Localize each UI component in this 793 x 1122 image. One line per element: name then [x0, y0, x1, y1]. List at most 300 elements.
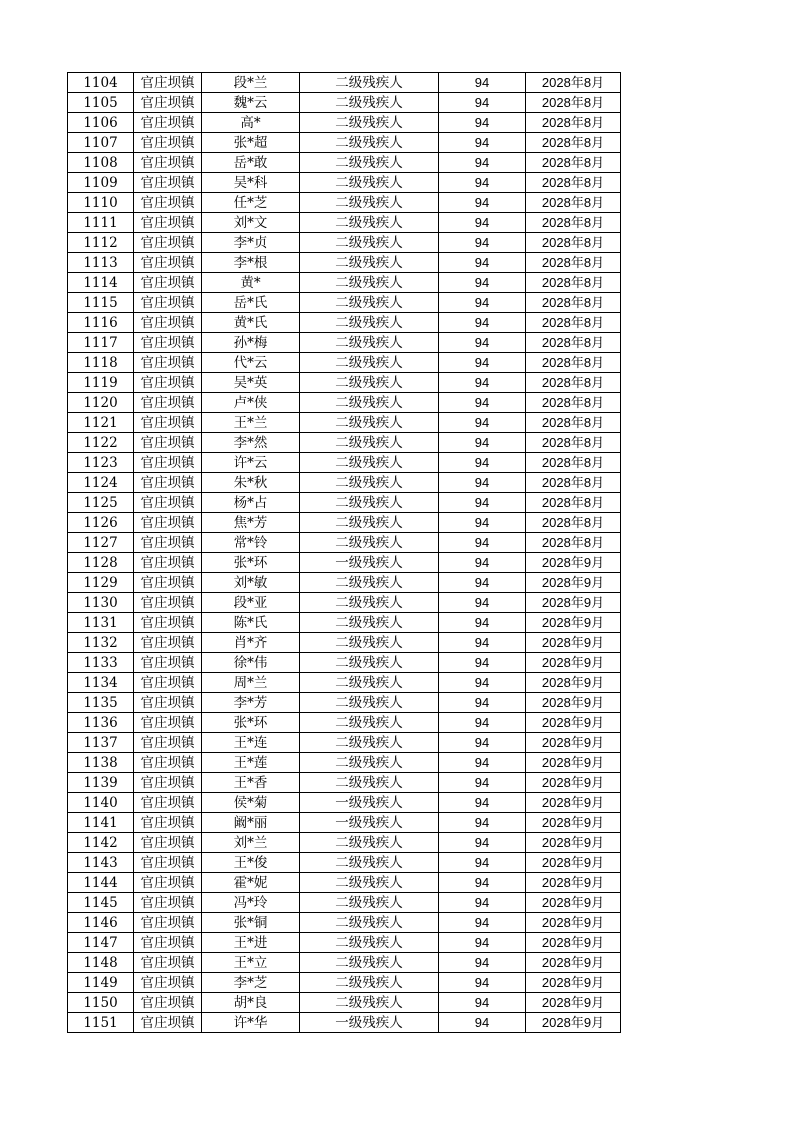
date-cell: 2028年8月	[526, 193, 621, 213]
amount-cell: 94	[439, 633, 526, 653]
row-number-cell: 1131	[68, 613, 134, 633]
town-cell: 官庄坝镇	[134, 473, 202, 493]
disability-level-cell: 二级残疾人	[300, 393, 439, 413]
person-name-cell: 王*香	[202, 773, 300, 793]
amount-cell: 94	[439, 513, 526, 533]
disability-level-cell: 二级残疾人	[300, 853, 439, 873]
table-row	[68, 213, 621, 233]
disability-level-cell: 二级残疾人	[300, 173, 439, 193]
town-cell: 官庄坝镇	[134, 133, 202, 153]
date-cell: 2028年9月	[526, 1013, 621, 1033]
disability-level-cell: 二级残疾人	[300, 773, 439, 793]
amount-cell: 94	[439, 713, 526, 733]
date-cell: 2028年9月	[526, 553, 621, 573]
date-cell: 2028年8月	[526, 273, 621, 293]
town-cell: 官庄坝镇	[134, 593, 202, 613]
person-name-cell: 李*根	[202, 253, 300, 273]
table-row	[68, 713, 621, 733]
amount-cell: 94	[439, 833, 526, 853]
date-cell: 2028年9月	[526, 853, 621, 873]
person-name-cell: 魏*云	[202, 93, 300, 113]
amount-cell: 94	[439, 273, 526, 293]
table-row	[68, 893, 621, 913]
town-cell: 官庄坝镇	[134, 733, 202, 753]
row-number-cell: 1127	[68, 533, 134, 553]
row-number-cell: 1146	[68, 913, 134, 933]
town-cell: 官庄坝镇	[134, 753, 202, 773]
town-cell: 官庄坝镇	[134, 973, 202, 993]
amount-cell: 94	[439, 733, 526, 753]
row-number-cell: 1106	[68, 113, 134, 133]
date-cell: 2028年8月	[526, 213, 621, 233]
disability-level-cell: 二级残疾人	[300, 313, 439, 333]
table-row	[68, 413, 621, 433]
amount-cell: 94	[439, 953, 526, 973]
amount-cell: 94	[439, 93, 526, 113]
town-cell: 官庄坝镇	[134, 453, 202, 473]
row-number-cell: 1142	[68, 833, 134, 853]
amount-cell: 94	[439, 933, 526, 953]
town-cell: 官庄坝镇	[134, 233, 202, 253]
person-name-cell: 高*	[202, 113, 300, 133]
date-cell: 2028年9月	[526, 613, 621, 633]
amount-cell: 94	[439, 133, 526, 153]
amount-cell: 94	[439, 213, 526, 233]
amount-cell: 94	[439, 673, 526, 693]
disability-level-cell: 二级残疾人	[300, 573, 439, 593]
amount-cell: 94	[439, 753, 526, 773]
disability-level-cell: 二级残疾人	[300, 433, 439, 453]
table-row	[68, 953, 621, 973]
disability-level-cell: 一级残疾人	[300, 1013, 439, 1033]
person-name-cell: 王*兰	[202, 413, 300, 433]
town-cell: 官庄坝镇	[134, 893, 202, 913]
table-row	[68, 673, 621, 693]
table-row	[68, 993, 621, 1013]
date-cell: 2028年9月	[526, 993, 621, 1013]
row-number-cell: 1140	[68, 793, 134, 813]
disability-level-cell: 二级残疾人	[300, 873, 439, 893]
table-row	[68, 433, 621, 453]
row-number-cell: 1135	[68, 693, 134, 713]
date-cell: 2028年8月	[526, 253, 621, 273]
disability-level-cell: 二级残疾人	[300, 233, 439, 253]
disability-level-cell: 二级残疾人	[300, 213, 439, 233]
amount-cell: 94	[439, 533, 526, 553]
row-number-cell: 1133	[68, 653, 134, 673]
table-row	[68, 273, 621, 293]
table-row	[68, 973, 621, 993]
date-cell: 2028年9月	[526, 693, 621, 713]
date-cell: 2028年9月	[526, 873, 621, 893]
date-cell: 2028年9月	[526, 813, 621, 833]
town-cell: 官庄坝镇	[134, 333, 202, 353]
disability-level-cell: 二级残疾人	[300, 893, 439, 913]
date-cell: 2028年8月	[526, 433, 621, 453]
row-number-cell: 1113	[68, 253, 134, 273]
table-row	[68, 653, 621, 673]
disability-level-cell: 一级残疾人	[300, 793, 439, 813]
table-row	[68, 313, 621, 333]
row-number-cell: 1110	[68, 193, 134, 213]
person-name-cell: 张*环	[202, 713, 300, 733]
table-body	[68, 73, 621, 1033]
table-row	[68, 913, 621, 933]
row-number-cell: 1151	[68, 1013, 134, 1033]
date-cell: 2028年8月	[526, 393, 621, 413]
row-number-cell: 1121	[68, 413, 134, 433]
table-row	[68, 773, 621, 793]
amount-cell: 94	[439, 173, 526, 193]
row-number-cell: 1138	[68, 753, 134, 773]
disability-level-cell: 二级残疾人	[300, 933, 439, 953]
row-number-cell: 1136	[68, 713, 134, 733]
disability-level-cell: 二级残疾人	[300, 993, 439, 1013]
person-name-cell: 冯*玲	[202, 893, 300, 913]
town-cell: 官庄坝镇	[134, 613, 202, 633]
row-number-cell: 1122	[68, 433, 134, 453]
date-cell: 2028年8月	[526, 333, 621, 353]
table-row	[68, 873, 621, 893]
table-row	[68, 73, 621, 93]
table-row	[68, 853, 621, 873]
disability-level-cell: 二级残疾人	[300, 453, 439, 473]
row-number-cell: 1144	[68, 873, 134, 893]
disability-level-cell: 二级残疾人	[300, 593, 439, 613]
town-cell: 官庄坝镇	[134, 573, 202, 593]
person-name-cell: 黄*氏	[202, 313, 300, 333]
row-number-cell: 1129	[68, 573, 134, 593]
town-cell: 官庄坝镇	[134, 253, 202, 273]
table-row	[68, 93, 621, 113]
table-row	[68, 133, 621, 153]
table-row	[68, 733, 621, 753]
table-row	[68, 353, 621, 373]
row-number-cell: 1139	[68, 773, 134, 793]
person-name-cell: 王*连	[202, 733, 300, 753]
person-name-cell: 孙*梅	[202, 333, 300, 353]
person-name-cell: 李*芳	[202, 693, 300, 713]
person-name-cell: 岳*氏	[202, 293, 300, 313]
town-cell: 官庄坝镇	[134, 813, 202, 833]
disability-level-cell: 二级残疾人	[300, 373, 439, 393]
table-row	[68, 253, 621, 273]
person-name-cell: 李*然	[202, 433, 300, 453]
person-name-cell: 张*超	[202, 133, 300, 153]
table-row	[68, 493, 621, 513]
town-cell: 官庄坝镇	[134, 773, 202, 793]
amount-cell: 94	[439, 613, 526, 633]
date-cell: 2028年8月	[526, 473, 621, 493]
town-cell: 官庄坝镇	[134, 653, 202, 673]
table-row	[68, 393, 621, 413]
date-cell: 2028年8月	[526, 73, 621, 93]
row-number-cell: 1124	[68, 473, 134, 493]
town-cell: 官庄坝镇	[134, 513, 202, 533]
amount-cell: 94	[439, 433, 526, 453]
amount-cell: 94	[439, 653, 526, 673]
date-cell: 2028年8月	[526, 93, 621, 113]
amount-cell: 94	[439, 293, 526, 313]
amount-cell: 94	[439, 193, 526, 213]
amount-cell: 94	[439, 893, 526, 913]
person-name-cell: 王*俊	[202, 853, 300, 873]
date-cell: 2028年8月	[526, 413, 621, 433]
row-number-cell: 1130	[68, 593, 134, 613]
town-cell: 官庄坝镇	[134, 853, 202, 873]
amount-cell: 94	[439, 313, 526, 333]
person-name-cell: 段*兰	[202, 73, 300, 93]
date-cell: 2028年9月	[526, 593, 621, 613]
date-cell: 2028年9月	[526, 573, 621, 593]
disability-level-cell: 二级残疾人	[300, 73, 439, 93]
table-row	[68, 233, 621, 253]
disability-level-cell: 二级残疾人	[300, 253, 439, 273]
row-number-cell: 1120	[68, 393, 134, 413]
row-number-cell: 1132	[68, 633, 134, 653]
person-name-cell: 许*云	[202, 453, 300, 473]
table-row	[68, 473, 621, 493]
town-cell: 官庄坝镇	[134, 113, 202, 133]
date-cell: 2028年9月	[526, 753, 621, 773]
amount-cell: 94	[439, 233, 526, 253]
disability-level-cell: 二级残疾人	[300, 473, 439, 493]
date-cell: 2028年8月	[526, 493, 621, 513]
person-name-cell: 段*亚	[202, 593, 300, 613]
date-cell: 2028年9月	[526, 733, 621, 753]
table-row	[68, 613, 621, 633]
person-name-cell: 岳*敢	[202, 153, 300, 173]
subsidy-table	[67, 72, 621, 1033]
row-number-cell: 1123	[68, 453, 134, 473]
amount-cell: 94	[439, 793, 526, 813]
table-row	[68, 453, 621, 473]
row-number-cell: 1149	[68, 973, 134, 993]
amount-cell: 94	[439, 333, 526, 353]
town-cell: 官庄坝镇	[134, 373, 202, 393]
person-name-cell: 刘*兰	[202, 833, 300, 853]
disability-level-cell: 二级残疾人	[300, 753, 439, 773]
town-cell: 官庄坝镇	[134, 633, 202, 653]
table-row	[68, 373, 621, 393]
town-cell: 官庄坝镇	[134, 933, 202, 953]
disability-level-cell: 二级残疾人	[300, 493, 439, 513]
date-cell: 2028年9月	[526, 893, 621, 913]
table-row	[68, 553, 621, 573]
town-cell: 官庄坝镇	[134, 873, 202, 893]
row-number-cell: 1145	[68, 893, 134, 913]
row-number-cell: 1141	[68, 813, 134, 833]
table-row	[68, 793, 621, 813]
town-cell: 官庄坝镇	[134, 73, 202, 93]
person-name-cell: 王*立	[202, 953, 300, 973]
amount-cell: 94	[439, 973, 526, 993]
table-row	[68, 173, 621, 193]
amount-cell: 94	[439, 373, 526, 393]
table-row	[68, 933, 621, 953]
row-number-cell: 1125	[68, 493, 134, 513]
person-name-cell: 肖*齐	[202, 633, 300, 653]
table-row	[68, 633, 621, 653]
row-number-cell: 1126	[68, 513, 134, 533]
town-cell: 官庄坝镇	[134, 953, 202, 973]
table-row	[68, 573, 621, 593]
table-row	[68, 593, 621, 613]
amount-cell: 94	[439, 813, 526, 833]
disability-level-cell: 二级残疾人	[300, 973, 439, 993]
person-name-cell: 李*贞	[202, 233, 300, 253]
amount-cell: 94	[439, 593, 526, 613]
person-name-cell: 焦*芳	[202, 513, 300, 533]
person-name-cell: 周*兰	[202, 673, 300, 693]
person-name-cell: 吴*英	[202, 373, 300, 393]
person-name-cell: 徐*伟	[202, 653, 300, 673]
date-cell: 2028年8月	[526, 233, 621, 253]
town-cell: 官庄坝镇	[134, 713, 202, 733]
disability-level-cell: 二级残疾人	[300, 713, 439, 733]
disability-level-cell: 二级残疾人	[300, 333, 439, 353]
table-row	[68, 193, 621, 213]
row-number-cell: 1114	[68, 273, 134, 293]
person-name-cell: 黄*	[202, 273, 300, 293]
date-cell: 2028年8月	[526, 353, 621, 373]
date-cell: 2028年9月	[526, 793, 621, 813]
person-name-cell: 朱*秋	[202, 473, 300, 493]
amount-cell: 94	[439, 493, 526, 513]
town-cell: 官庄坝镇	[134, 433, 202, 453]
amount-cell: 94	[439, 913, 526, 933]
row-number-cell: 1117	[68, 333, 134, 353]
amount-cell: 94	[439, 393, 526, 413]
person-name-cell: 常*铃	[202, 533, 300, 553]
disability-level-cell: 一级残疾人	[300, 553, 439, 573]
disability-level-cell: 二级残疾人	[300, 833, 439, 853]
table-row	[68, 513, 621, 533]
disability-level-cell: 二级残疾人	[300, 613, 439, 633]
date-cell: 2028年8月	[526, 113, 621, 133]
person-name-cell: 许*华	[202, 1013, 300, 1033]
table-row	[68, 293, 621, 313]
disability-level-cell: 二级残疾人	[300, 113, 439, 133]
amount-cell: 94	[439, 473, 526, 493]
disability-level-cell: 二级残疾人	[300, 633, 439, 653]
date-cell: 2028年8月	[526, 293, 621, 313]
disability-level-cell: 二级残疾人	[300, 193, 439, 213]
table-row	[68, 333, 621, 353]
town-cell: 官庄坝镇	[134, 913, 202, 933]
date-cell: 2028年8月	[526, 313, 621, 333]
town-cell: 官庄坝镇	[134, 673, 202, 693]
table-row	[68, 813, 621, 833]
town-cell: 官庄坝镇	[134, 1013, 202, 1033]
date-cell: 2028年9月	[526, 673, 621, 693]
town-cell: 官庄坝镇	[134, 393, 202, 413]
person-name-cell: 刘*敏	[202, 573, 300, 593]
disability-level-cell: 二级残疾人	[300, 353, 439, 373]
amount-cell: 94	[439, 873, 526, 893]
row-number-cell: 1107	[68, 133, 134, 153]
person-name-cell: 任*芝	[202, 193, 300, 213]
disability-level-cell: 二级残疾人	[300, 733, 439, 753]
disability-level-cell: 二级残疾人	[300, 953, 439, 973]
amount-cell: 94	[439, 993, 526, 1013]
date-cell: 2028年9月	[526, 633, 621, 653]
date-cell: 2028年8月	[526, 133, 621, 153]
town-cell: 官庄坝镇	[134, 553, 202, 573]
amount-cell: 94	[439, 573, 526, 593]
amount-cell: 94	[439, 413, 526, 433]
person-name-cell: 阚*丽	[202, 813, 300, 833]
disability-level-cell: 二级残疾人	[300, 673, 439, 693]
date-cell: 2028年8月	[526, 533, 621, 553]
table-row	[68, 113, 621, 133]
person-name-cell: 胡*良	[202, 993, 300, 1013]
town-cell: 官庄坝镇	[134, 793, 202, 813]
row-number-cell: 1128	[68, 553, 134, 573]
town-cell: 官庄坝镇	[134, 993, 202, 1013]
row-number-cell: 1147	[68, 933, 134, 953]
row-number-cell: 1148	[68, 953, 134, 973]
amount-cell: 94	[439, 553, 526, 573]
town-cell: 官庄坝镇	[134, 693, 202, 713]
person-name-cell: 卢*侠	[202, 393, 300, 413]
person-name-cell: 刘*文	[202, 213, 300, 233]
disability-level-cell: 二级残疾人	[300, 93, 439, 113]
row-number-cell: 1116	[68, 313, 134, 333]
amount-cell: 94	[439, 453, 526, 473]
town-cell: 官庄坝镇	[134, 353, 202, 373]
town-cell: 官庄坝镇	[134, 213, 202, 233]
person-name-cell: 霍*妮	[202, 873, 300, 893]
town-cell: 官庄坝镇	[134, 153, 202, 173]
town-cell: 官庄坝镇	[134, 273, 202, 293]
amount-cell: 94	[439, 73, 526, 93]
amount-cell: 94	[439, 353, 526, 373]
date-cell: 2028年8月	[526, 373, 621, 393]
row-number-cell: 1108	[68, 153, 134, 173]
row-number-cell: 1118	[68, 353, 134, 373]
table-row	[68, 693, 621, 713]
disability-level-cell: 二级残疾人	[300, 293, 439, 313]
date-cell: 2028年9月	[526, 913, 621, 933]
row-number-cell: 1109	[68, 173, 134, 193]
disability-level-cell: 一级残疾人	[300, 813, 439, 833]
town-cell: 官庄坝镇	[134, 173, 202, 193]
amount-cell: 94	[439, 113, 526, 133]
disability-level-cell: 二级残疾人	[300, 153, 439, 173]
disability-level-cell: 二级残疾人	[300, 913, 439, 933]
row-number-cell: 1104	[68, 73, 134, 93]
amount-cell: 94	[439, 693, 526, 713]
town-cell: 官庄坝镇	[134, 493, 202, 513]
row-number-cell: 1143	[68, 853, 134, 873]
town-cell: 官庄坝镇	[134, 833, 202, 853]
table-row	[68, 153, 621, 173]
disability-level-cell: 二级残疾人	[300, 133, 439, 153]
table-row	[68, 533, 621, 553]
date-cell: 2028年9月	[526, 653, 621, 673]
row-number-cell: 1134	[68, 673, 134, 693]
town-cell: 官庄坝镇	[134, 313, 202, 333]
amount-cell: 94	[439, 153, 526, 173]
date-cell: 2028年9月	[526, 933, 621, 953]
amount-cell: 94	[439, 773, 526, 793]
row-number-cell: 1105	[68, 93, 134, 113]
town-cell: 官庄坝镇	[134, 413, 202, 433]
date-cell: 2028年9月	[526, 773, 621, 793]
table-row	[68, 1013, 621, 1033]
row-number-cell: 1111	[68, 213, 134, 233]
